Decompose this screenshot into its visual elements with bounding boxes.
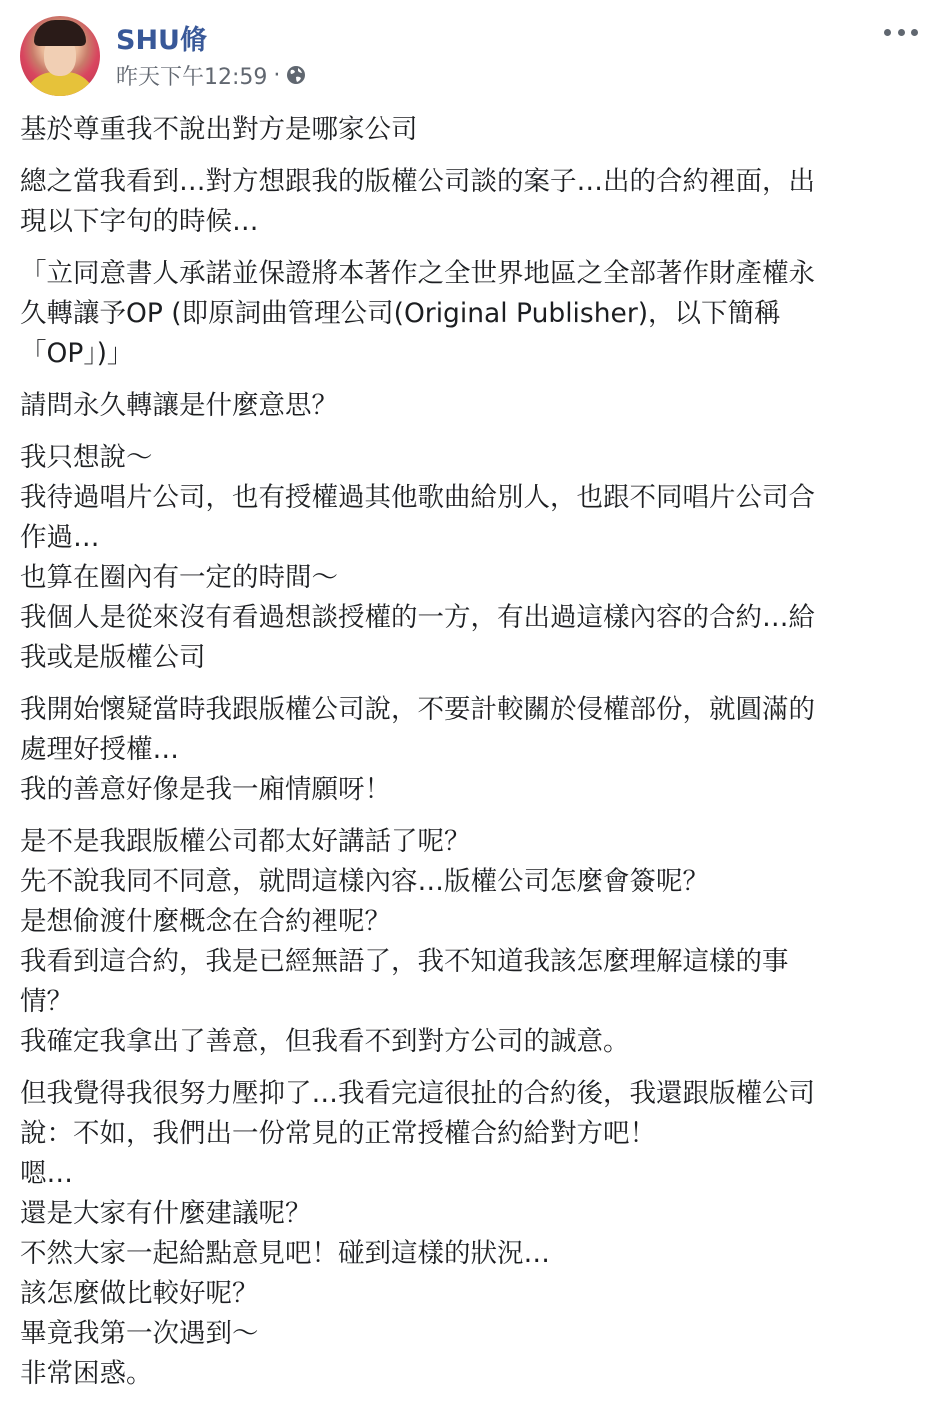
post-line: 是想偷渡什麼概念在合約裡呢？ — [20, 906, 391, 937]
post-line: 現以下字句的時候… — [20, 206, 259, 237]
post-line: 處理好授權… — [20, 734, 179, 765]
post-line: 總之當我看到…對方想跟我的版權公司談的案子…出的合約裡面，出 — [20, 166, 815, 197]
post-paragraph — [20, 162, 920, 242]
post-line: 我看到這合約，我是已經無語了，我不知道我該怎麼理解這樣的事 — [20, 946, 789, 977]
post-line: 還是大家有什麼建議呢？ — [20, 1198, 312, 1229]
post-line: 久轉讓予OP (即原詞曲管理公司(Original Publisher)，以下簡稱 — [20, 298, 781, 329]
post-paragraph — [20, 254, 920, 374]
post-line: 「OP」)」 — [20, 338, 134, 369]
post-line: 我開始懷疑當時我跟版權公司說，不要計較關於侵權部份，就圓滿的 — [20, 694, 815, 725]
post-line: 我確定我拿出了善意，但我看不到對方公司的誠意。 — [20, 1026, 630, 1057]
post-line: 「立同意書人承諾並保證將本著作之全世界地區之全部著作財產權永 — [20, 258, 815, 289]
post-timestamp[interactable]: 昨天下午12:59 — [116, 64, 268, 90]
avatar-hair — [34, 20, 86, 46]
more-dot — [898, 29, 905, 36]
post-line: 說：不如，我們出一份常見的正常授權合約給對方吧！ — [20, 1118, 656, 1149]
more-dot — [884, 29, 891, 36]
globe-icon[interactable] — [286, 65, 306, 85]
post-paragraph — [20, 110, 920, 150]
post-line: 畢竟我第一次遇到～ — [20, 1318, 259, 1349]
post-line: 該怎麼做比較好呢？ — [20, 1278, 259, 1309]
avatar[interactable] — [20, 16, 100, 96]
post-paragraph — [20, 386, 920, 426]
post-line: 不然大家一起給點意見吧！碰到這樣的狀況… — [20, 1238, 550, 1269]
post-line: 我或是版權公司 — [20, 642, 206, 673]
post-header — [20, 14, 918, 98]
post-line: 非常困惑。 — [20, 1358, 153, 1389]
post-line: 我待過唱片公司，也有授權過其他歌曲給別人，也跟不同唱片公司合 — [20, 482, 815, 513]
post-paragraph — [20, 690, 920, 810]
post-line: 先不說我同不同意，就問這樣內容…版權公司怎麼會簽呢？ — [20, 866, 709, 897]
post-line: 但我覺得我很努力壓抑了…我看完這很扯的合約後，我還跟版權公司 — [20, 1078, 815, 1109]
post-line: 我的善意好像是我一廂情願呀！ — [20, 774, 391, 805]
post-paragraph — [20, 822, 920, 1062]
post-line: 情？ — [20, 986, 73, 1017]
post-line: 基於尊重我不說出對方是哪家公司 — [20, 114, 418, 145]
meta-separator: · — [273, 62, 281, 88]
post-body — [20, 110, 920, 1406]
post-paragraph — [20, 438, 920, 678]
post-line: 嗯… — [20, 1158, 73, 1189]
post-line: 也算在圈內有一定的時間～ — [20, 562, 338, 593]
author-name[interactable]: SHU脩 — [116, 25, 207, 56]
post-line: 作過… — [20, 522, 100, 553]
post-paragraph — [20, 1074, 920, 1394]
post-line: 我個人是從來沒有看過想談授權的一方，有出過這樣內容的合約…給 — [20, 602, 815, 633]
post-line: 是不是我跟版權公司都太好講話了呢？ — [20, 826, 471, 857]
post-meta — [116, 60, 306, 90]
more-dot — [911, 29, 918, 36]
more-options-icon[interactable] — [884, 26, 918, 38]
post-line: 請問永久轉讓是什麼意思？ — [20, 390, 338, 421]
post-line: 我只想說～ — [20, 442, 153, 473]
